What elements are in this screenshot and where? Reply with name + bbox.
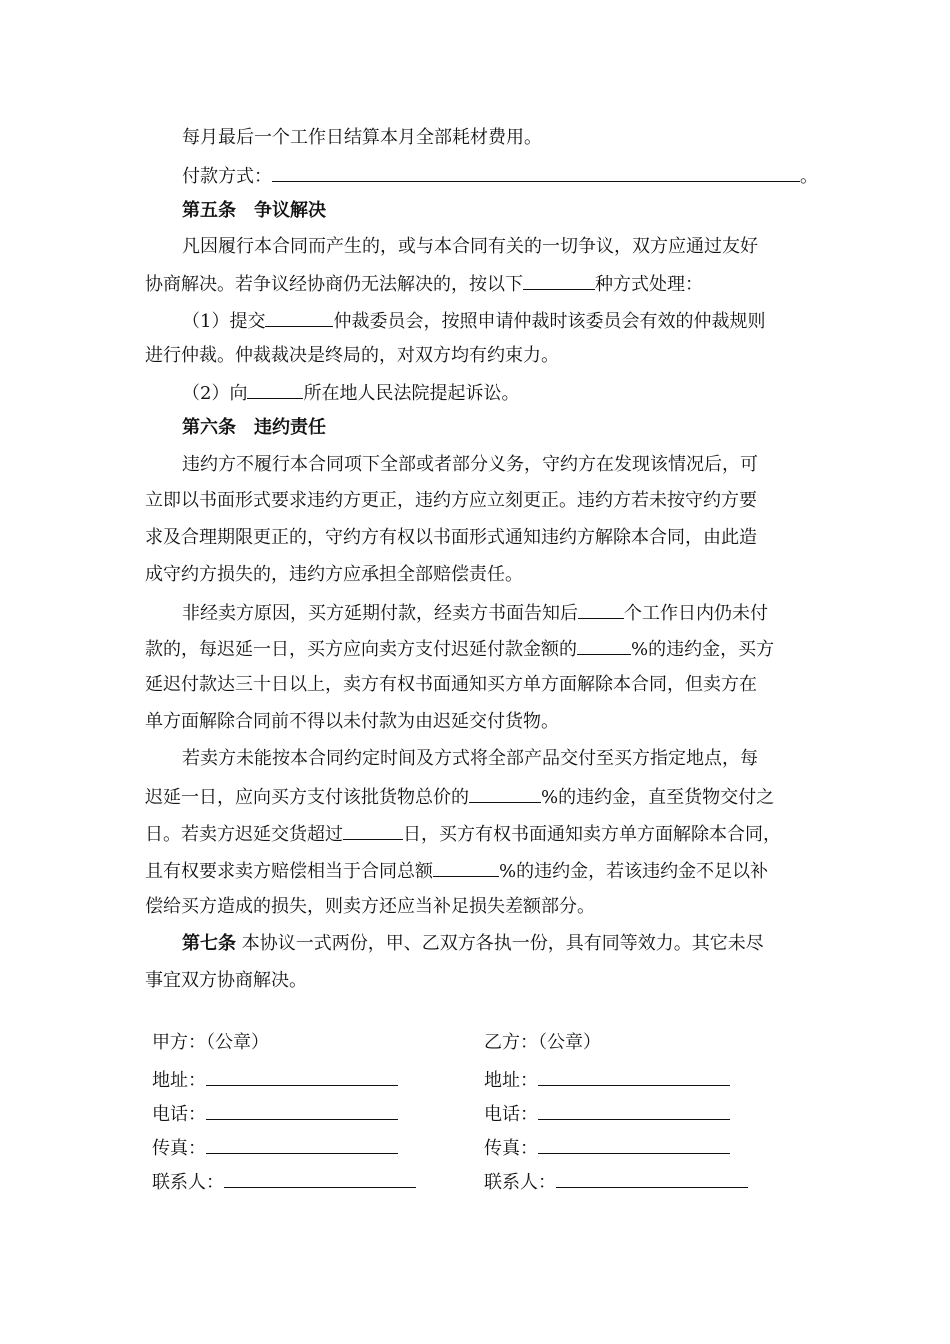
party-b-address-field[interactable]: [538, 1067, 730, 1086]
payment-label: 付款方式：: [182, 166, 272, 187]
text: 第五条 争议解决: [182, 200, 326, 221]
text: %的违约金，买方: [631, 639, 775, 660]
article-7-title: 第七条: [182, 933, 236, 954]
phone-label: 电话：: [484, 1104, 538, 1125]
article-5-para-line: [145, 271, 703, 297]
address-label: 地址：: [152, 1070, 206, 1091]
text: 事宜双方协商解决。: [145, 970, 307, 991]
text: 立即以书面形式要求违约方更正，违约方应立刻更正。违约方若未按守约方要: [145, 490, 757, 511]
text: 每月最后一个工作日结算本月全部耗材费用。: [182, 127, 542, 148]
party-a-contact: [152, 1169, 416, 1195]
late-payment-line: [145, 710, 559, 734]
goods-penalty-blank[interactable]: [469, 784, 541, 803]
article-7-line: [182, 932, 764, 956]
party-b-phone: [484, 1101, 730, 1127]
party-b-phone-field[interactable]: [538, 1101, 730, 1120]
article-6-para-line: [145, 563, 523, 587]
option-1-line: [182, 308, 765, 334]
party-b-address: [484, 1067, 730, 1093]
text: 日，买方有权书面通知卖方单方面解除本合同，: [403, 824, 781, 845]
party-a-fax: [152, 1135, 398, 1161]
late-payment-line: [182, 600, 768, 626]
text: 求及合理期限更正的，守约方有权以书面形式通知违约方解除本合同，由此造: [145, 527, 757, 548]
option-1-line-2: [145, 344, 559, 368]
party-a-heading: [152, 1031, 269, 1055]
text: 进行仲裁。仲裁裁决是终局的，对双方均有约束力。: [145, 345, 559, 366]
party-b-contact: [484, 1169, 748, 1195]
text: 所在地人民法院提起诉讼。: [303, 383, 520, 404]
party-b-contact-field[interactable]: [556, 1169, 748, 1188]
text: 个工作日内仍未付: [624, 603, 768, 624]
text: 且有权要求卖方赔偿相当于合同总额: [145, 861, 433, 882]
court-location-blank[interactable]: [247, 380, 303, 399]
payment-end: 。: [800, 166, 818, 187]
text: %的违约金，直至货物交付之: [541, 787, 775, 808]
text: （2）向: [182, 383, 248, 404]
text: 协商解决。若争议经协商仍无法解决的，按以下: [145, 274, 523, 295]
text: 日。若卖方迟延交货超过: [145, 824, 343, 845]
late-payment-line: [145, 673, 757, 697]
contract-penalty-blank[interactable]: [433, 858, 499, 877]
text: 第六条 违约责任: [182, 417, 326, 438]
text: 甲方：（公章）: [152, 1032, 269, 1053]
party-b-heading: [484, 1031, 601, 1055]
text: 种方式处理：: [595, 274, 703, 295]
fax-label: 传真：: [152, 1138, 206, 1159]
late-delivery-line: [145, 858, 768, 884]
text: 款的，每迟延一日，买方应向卖方支付迟延付款金额的: [145, 639, 577, 660]
text: 非经卖方原因，买方延期付款，经卖方书面告知后: [182, 603, 578, 624]
article-6-para-line: [182, 453, 758, 477]
article-6-para-line: [145, 489, 757, 513]
text: 违约方不履行本合同项下全部或者部分义务，守约方在发现该情况后，可: [182, 454, 758, 475]
text: 凡因履行本合同而产生的，或与本合同有关的一切争议，双方应通过友好: [182, 236, 758, 257]
text: %的违约金，若该违约金不足以补: [499, 861, 769, 882]
text: 迟延一日，应向买方支付该批货物总价的: [145, 787, 469, 808]
fax-label: 传真：: [484, 1138, 538, 1159]
address-label: 地址：: [484, 1070, 538, 1091]
delay-days-blank[interactable]: [343, 821, 403, 840]
text: 若卖方未能按本合同约定时间及方式将全部产品交付至买方指定地点，每: [182, 748, 758, 769]
party-a-address: [152, 1067, 398, 1093]
late-payment-line: [145, 636, 774, 662]
party-b-fax: [484, 1135, 730, 1161]
late-delivery-line: [182, 747, 758, 771]
party-a-phone-field[interactable]: [206, 1101, 398, 1120]
text: 延迟付款达三十日以上，卖方有权书面通知买方单方面解除本合同，但卖方在: [145, 674, 757, 695]
party-a-phone: [152, 1101, 398, 1127]
late-delivery-line: [145, 895, 595, 919]
phone-label: 电话：: [152, 1104, 206, 1125]
settlement-paragraph: [182, 126, 542, 150]
text: （1）提交: [182, 311, 266, 332]
article-5-title: [182, 199, 326, 223]
article-7-line-2: [145, 969, 307, 993]
arbitration-committee-blank[interactable]: [265, 308, 333, 327]
article-6-para-line: [145, 526, 757, 550]
working-days-blank[interactable]: [578, 600, 624, 619]
text: 乙方：（公章）: [484, 1032, 601, 1053]
party-b-fax-field[interactable]: [538, 1135, 730, 1154]
late-delivery-line: [145, 821, 781, 847]
late-delivery-line: [145, 784, 774, 810]
text: 偿给买方造成的损失，则卖方还应当补足损失差额部分。: [145, 896, 595, 917]
contact-label: 联系人：: [152, 1172, 224, 1193]
text: 仲裁委员会，按照申请仲裁时该委员会有效的仲裁规则: [333, 311, 766, 332]
text: 成守约方损失的，违约方应承担全部赔偿责任。: [145, 564, 523, 585]
text: 单方面解除合同前不得以未付款为由迟延交付货物。: [145, 711, 559, 732]
article-5-para-line: [182, 235, 758, 259]
party-a-contact-field[interactable]: [224, 1169, 416, 1188]
party-a-fax-field[interactable]: [206, 1135, 398, 1154]
payment-method-line: [182, 163, 818, 189]
option-2-line: [182, 380, 519, 406]
text: 本协议一式两份，甲、乙双方各执一份，具有同等效力。其它未尽: [241, 933, 764, 954]
payment-blank[interactable]: [272, 163, 800, 182]
penalty-rate-blank[interactable]: [577, 636, 631, 655]
contact-label: 联系人：: [484, 1172, 556, 1193]
party-a-address-field[interactable]: [206, 1067, 398, 1086]
article-6-title: [182, 416, 326, 440]
method-count-blank[interactable]: [523, 271, 595, 290]
